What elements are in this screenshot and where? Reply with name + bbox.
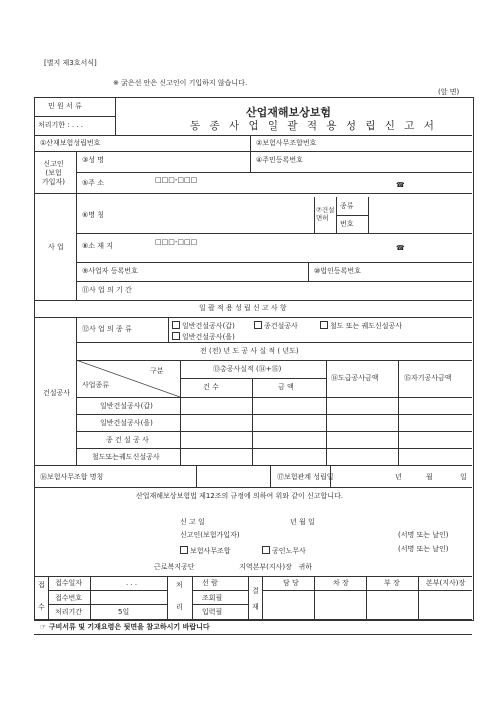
approval-label-2: 재 [252,603,259,611]
statement: 산업재해보상보험법 제12조의 규정에 의하여 위와 같이 신고합니다. [136,492,344,500]
sign-note-2: (서명 또는 날인) [398,545,449,553]
process-review: 선 람 [202,579,218,587]
row-label: 종 건 설 공 사 [106,436,149,444]
receipt-date-label: 접수일자 [55,579,83,587]
field-8-label: ⑧소 재 지 [82,242,114,250]
receipt-no-label: 민 원 서 류 [48,102,82,110]
processing-period-value: 5일 [118,608,130,616]
field-4-label: ④주민등록번호 [256,156,303,164]
approval-staff: 담 당 [283,579,299,587]
form-title-sub: 동 종 사 업 일 괄 적 용 성 립 신 고 서 [190,120,437,132]
reporter-label: 신고인(보험가입자) [180,531,240,539]
agent-labor-attorney[interactable]: 공인노무사 [262,546,306,555]
license-no-label: 번호 [340,220,354,228]
approval-manager: 부 장 [384,579,400,587]
checkbox-icon [254,321,262,329]
construction-group-label: 건설공사 [43,389,71,397]
row-label: 철도또는궤도신설공사 [92,453,160,461]
date-day: 일 [460,473,467,481]
deadline-label: 처리기한 : . . . [38,121,83,129]
form-title-main: 산업재해보상보험 [246,106,332,119]
sign-note-1: (서명 또는 날인) [398,531,449,539]
process-label-2: 리 [176,603,183,611]
field-17-label: ⑰보험관계 성립일 [277,473,334,481]
processing-period-label: 처리기간 [55,608,83,616]
option-general[interactable]: 종건설공사 [254,321,298,330]
option-railway[interactable]: 철도 또는 궤도신설공사 [320,321,402,330]
kind-label: 사업종류 [82,381,110,389]
date-year: 년 [395,473,402,481]
field-6-label: ⑥명 칭 [82,211,105,219]
field-13-label: ⑬총공사실적 (⑭+⑮) [213,365,282,373]
checkbox-icon [180,546,188,554]
field-15-label: ⑮자기공사금액 [404,374,452,382]
gubun-label: 구분 [150,367,164,375]
phone-icon: ☎ [396,181,405,189]
process-input: 입력필 [202,608,223,616]
checkbox-icon [172,321,180,329]
field-16-label: ⑯보험사무조합 명칭 [40,473,104,481]
field-10-label: ⑩법인등록번호 [314,267,361,275]
count-label: 건 수 [203,383,219,391]
performance-header: 전 (전) 년 도 공 사 실 적 ( 년도) [200,347,299,355]
receipt-label-2: 수 [38,603,45,611]
field-3-label: ③성 명 [82,156,105,164]
field-5-label: ⑤주 소 [82,179,105,187]
checkbox-icon [320,321,328,329]
process-inquiry: 조회필 [202,594,223,602]
field-1-label: ①산재보험성립번호 [40,139,101,147]
row-label: 일반건설공사(을) [100,419,153,427]
business-zip: □□□-□□□ [155,238,198,246]
field-7-label: ⑦건설 면허 [316,206,335,223]
license-kind-label: 종류 [340,202,354,210]
page-side: (앞 면) [438,88,460,96]
approval-deputy: 차 장 [333,579,349,587]
field-12-label: ⑫사 업 의 종 류 [82,325,132,333]
checkbox-icon [262,546,270,554]
report-date-ym: 년 월 일 [290,518,315,526]
form-number: [별지 제3호서식] [44,59,97,67]
form-frame [34,97,474,621]
receipt-date-value: . . . [126,579,138,587]
option-general-b[interactable]: 일반건설공사(을) [172,332,235,341]
field-11-label: ⑪사 업 의 기 간 [82,286,132,294]
approval-director: 본부(지사)장 [426,579,466,587]
diagonal-cell [76,360,180,397]
approval-label-1: 결 [252,587,259,595]
field-9-label: ⑨사업자 등록번호 [82,267,138,275]
checkbox-icon [172,332,180,340]
phone-icon-2: ☎ [396,244,405,252]
reporter-group-label: 신고인 (보험 가입자) [42,160,66,186]
amount-label: 금 액 [278,383,294,391]
report-date-label: 신 고 일 [180,518,205,526]
section-header: 일 괄 적 용 성 립 신 고 사 항 [199,304,287,312]
addressee: 근로복지공단 지역본부(지사)장 귀하 [154,563,313,571]
receipt-label-1: 접 [38,581,45,589]
option-general-a[interactable]: 일반건설공사(갑) [172,321,235,330]
field-2-label: ②보험사무조합번호 [256,139,317,147]
date-month: 월 [426,473,433,481]
process-label-1: 처 [176,581,183,589]
instruction-note: ※ 굵은선 안은 신고인이 기입하지 않습니다. [113,79,248,87]
receipt-no-field: 접수번호 [55,594,83,602]
reporter-zip: □□□-□□□ [155,176,198,184]
footer-note: ☞ 구비서류 및 기재요령은 뒷면을 참고하시기 바랍니다 [40,623,210,631]
agent-union[interactable]: 보험사무조합 [180,546,231,555]
business-group-label: 사 업 [48,243,64,251]
row-label: 일반건설공사(갑) [100,402,153,410]
field-14-label: ⑭도급공사금액 [331,374,379,382]
